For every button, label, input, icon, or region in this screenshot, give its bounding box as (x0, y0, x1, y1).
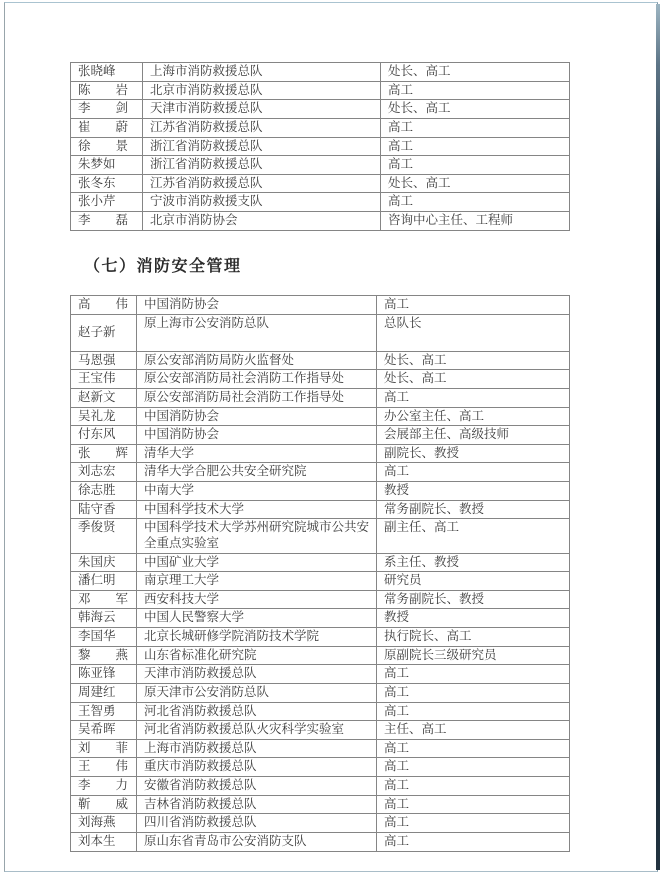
table-row (71, 81, 570, 100)
title-cell: 研究员 (377, 572, 570, 591)
organization-cell: 中国科学技术大学 (137, 500, 377, 519)
organization-cell: 中国消防协会 (137, 426, 377, 445)
name-cell: 徐 景 (71, 137, 143, 156)
name-cell: 陈亚锋 (71, 665, 137, 684)
name-cell: 王智勇 (71, 702, 137, 721)
table-row (71, 63, 570, 82)
name-cell: 崔 蔚 (71, 118, 143, 137)
table-row (71, 212, 570, 231)
name-cell: 李 力 (71, 777, 137, 796)
title-cell: 总队长 (377, 314, 570, 351)
organization-cell: 中国矿业大学 (137, 553, 377, 572)
table-row (71, 795, 570, 814)
name-cell: 徐志胜 (71, 482, 137, 501)
title-cell: 主任、高工 (377, 721, 570, 740)
name-cell: 刘本生 (71, 832, 137, 851)
organization-cell: 原上海市公安消防总队 (137, 314, 377, 351)
title-cell: 高工 (377, 832, 570, 851)
title-cell: 高工 (377, 665, 570, 684)
organization-cell: 原山东省青岛市公安消防支队 (137, 832, 377, 851)
table-row (71, 500, 570, 519)
table-row (71, 351, 570, 370)
organization-cell: 清华大学 (137, 444, 377, 463)
name-cell: 付东风 (71, 426, 137, 445)
organization-cell: 原公安部消防局社会消防工作指导处 (137, 388, 377, 407)
organization-cell: 原公安部消防局防火监督处 (137, 351, 377, 370)
organization-cell: 南京理工大学 (137, 572, 377, 591)
table-row (71, 665, 570, 684)
name-cell: 赵新文 (71, 388, 137, 407)
title-cell: 高工 (377, 702, 570, 721)
title-cell: 高工 (377, 777, 570, 796)
title-cell: 会展部主任、高级技师 (377, 426, 570, 445)
title-cell: 副院长、教授 (377, 444, 570, 463)
table-row (71, 519, 570, 553)
name-cell: 季俊贤 (71, 519, 137, 553)
table-row (71, 758, 570, 777)
name-cell: 周建红 (71, 683, 137, 702)
name-cell: 朱国庆 (71, 553, 137, 572)
name-cell: 陆守香 (71, 500, 137, 519)
page-edge-shadow (656, 4, 660, 870)
table-row (71, 426, 570, 445)
experts-table-fire-safety-management (70, 295, 570, 852)
organization-cell: 上海市消防救援总队 (137, 739, 377, 758)
title-cell: 高工 (381, 118, 570, 137)
table-row (71, 628, 570, 647)
organization-cell: 清华大学合肥公共安全研究院 (137, 463, 377, 482)
organization-cell: 天津市消防救援总队 (143, 100, 381, 119)
name-cell: 王 伟 (71, 758, 137, 777)
table-row (71, 118, 570, 137)
name-cell: 吴希晖 (71, 721, 137, 740)
organization-cell: 北京市消防协会 (143, 212, 381, 231)
organization-cell: 江苏省消防救援总队 (143, 174, 381, 193)
organization-cell: 上海市消防救援总队 (143, 63, 381, 82)
title-cell: 高工 (377, 814, 570, 833)
organization-cell: 安徽省消防救援总队 (137, 777, 377, 796)
organization-cell: 中国人民警察大学 (137, 609, 377, 628)
title-cell: 高工 (377, 758, 570, 777)
organization-cell: 河北省消防救援总队 (137, 702, 377, 721)
organization-cell: 浙江省消防救援总队 (143, 156, 381, 175)
organization-cell: 北京市消防救援总队 (143, 81, 381, 100)
table-row (71, 553, 570, 572)
title-cell: 高工 (377, 683, 570, 702)
title-cell: 高工 (377, 739, 570, 758)
table-row (71, 407, 570, 426)
table-row (71, 156, 570, 175)
title-cell: 系主任、教授 (377, 553, 570, 572)
name-cell: 刘 菲 (71, 739, 137, 758)
name-cell: 韩海云 (71, 609, 137, 628)
organization-cell: 原天津市公安消防总队 (137, 683, 377, 702)
table-row (71, 482, 570, 501)
table-row (71, 721, 570, 740)
table-row (71, 609, 570, 628)
table-row (71, 193, 570, 212)
name-cell: 陈 岩 (71, 81, 143, 100)
experts-table-fire-safety-management-body (71, 296, 570, 852)
title-cell: 处长、高工 (381, 174, 570, 193)
name-cell: 邓 军 (71, 590, 137, 609)
table-row (71, 683, 570, 702)
organization-cell: 宁波市消防救援支队 (143, 193, 381, 212)
table-row (71, 388, 570, 407)
table-row (71, 444, 570, 463)
organization-cell: 河北省消防救援总队火灾科学实验室 (137, 721, 377, 740)
table-row (71, 100, 570, 119)
name-cell: 马恩强 (71, 351, 137, 370)
title-cell: 办公室主任、高工 (377, 407, 570, 426)
name-cell: 张小芹 (71, 193, 143, 212)
organization-cell: 原公安部消防局社会消防工作指导处 (137, 370, 377, 389)
organization-cell: 吉林省消防救援总队 (137, 795, 377, 814)
organization-cell: 重庆市消防救援总队 (137, 758, 377, 777)
name-cell: 刘志宏 (71, 463, 137, 482)
organization-cell: 中国消防协会 (137, 407, 377, 426)
title-cell: 高工 (381, 156, 570, 175)
table-row (71, 590, 570, 609)
title-cell: 高工 (377, 296, 570, 315)
name-cell: 高 伟 (71, 296, 137, 315)
title-cell: 原副院长三级研究员 (377, 646, 570, 665)
organization-cell: 四川省消防救援总队 (137, 814, 377, 833)
organization-cell: 中南大学 (137, 482, 377, 501)
title-cell: 处长、高工 (377, 370, 570, 389)
table-row (71, 463, 570, 482)
organization-cell: 浙江省消防救援总队 (143, 137, 381, 156)
name-cell: 赵子新 (71, 314, 137, 351)
title-cell: 常务副院长、教授 (377, 500, 570, 519)
name-cell: 潘仁明 (71, 572, 137, 591)
title-cell: 教授 (377, 609, 570, 628)
title-cell: 处长、高工 (381, 63, 570, 82)
table-row (71, 702, 570, 721)
table-row (71, 137, 570, 156)
table-row (71, 572, 570, 591)
title-cell: 常务副院长、教授 (377, 590, 570, 609)
title-cell: 副主任、高工 (377, 519, 570, 553)
organization-cell: 山东省标准化研究院 (137, 646, 377, 665)
title-cell: 高工 (381, 137, 570, 156)
organization-cell: 天津市消防救援总队 (137, 665, 377, 684)
organization-cell: 西安科技大学 (137, 590, 377, 609)
table-row (71, 832, 570, 851)
section-heading: （七）消防安全管理 (84, 258, 242, 275)
title-cell: 高工 (381, 193, 570, 212)
name-cell: 朱梦如 (71, 156, 143, 175)
experts-table-upper-body (71, 63, 570, 231)
table-row (71, 314, 570, 351)
name-cell: 张晓峰 (71, 63, 143, 82)
title-cell: 高工 (377, 388, 570, 407)
name-cell: 黎 燕 (71, 646, 137, 665)
name-cell: 李 磊 (71, 212, 143, 231)
name-cell: 王宝伟 (71, 370, 137, 389)
title-cell: 咨询中心主任、工程师 (381, 212, 570, 231)
table-row (71, 739, 570, 758)
title-cell: 执行院长、高工 (377, 628, 570, 647)
experts-table-upper (70, 62, 570, 231)
title-cell: 处长、高工 (381, 100, 570, 119)
title-cell: 高工 (377, 795, 570, 814)
name-cell: 李 剑 (71, 100, 143, 119)
name-cell: 刘海燕 (71, 814, 137, 833)
title-cell: 高工 (377, 463, 570, 482)
name-cell: 吴礼龙 (71, 407, 137, 426)
table-row (71, 174, 570, 193)
title-cell: 高工 (381, 81, 570, 100)
organization-cell: 中国消防协会 (137, 296, 377, 315)
name-cell: 张冬东 (71, 174, 143, 193)
table-row (71, 777, 570, 796)
title-cell: 处长、高工 (377, 351, 570, 370)
table-row (71, 296, 570, 315)
organization-cell: 江苏省消防救援总队 (143, 118, 381, 137)
table-row (71, 814, 570, 833)
table-row (71, 646, 570, 665)
organization-cell: 中国科学技术大学苏州研究院城市公共安全重点实验室 (137, 519, 377, 553)
table-row (71, 370, 570, 389)
name-cell: 张 辉 (71, 444, 137, 463)
name-cell: 靳 威 (71, 795, 137, 814)
name-cell: 李国华 (71, 628, 137, 647)
organization-cell: 北京长城研修学院消防技术学院 (137, 628, 377, 647)
title-cell: 教授 (377, 482, 570, 501)
